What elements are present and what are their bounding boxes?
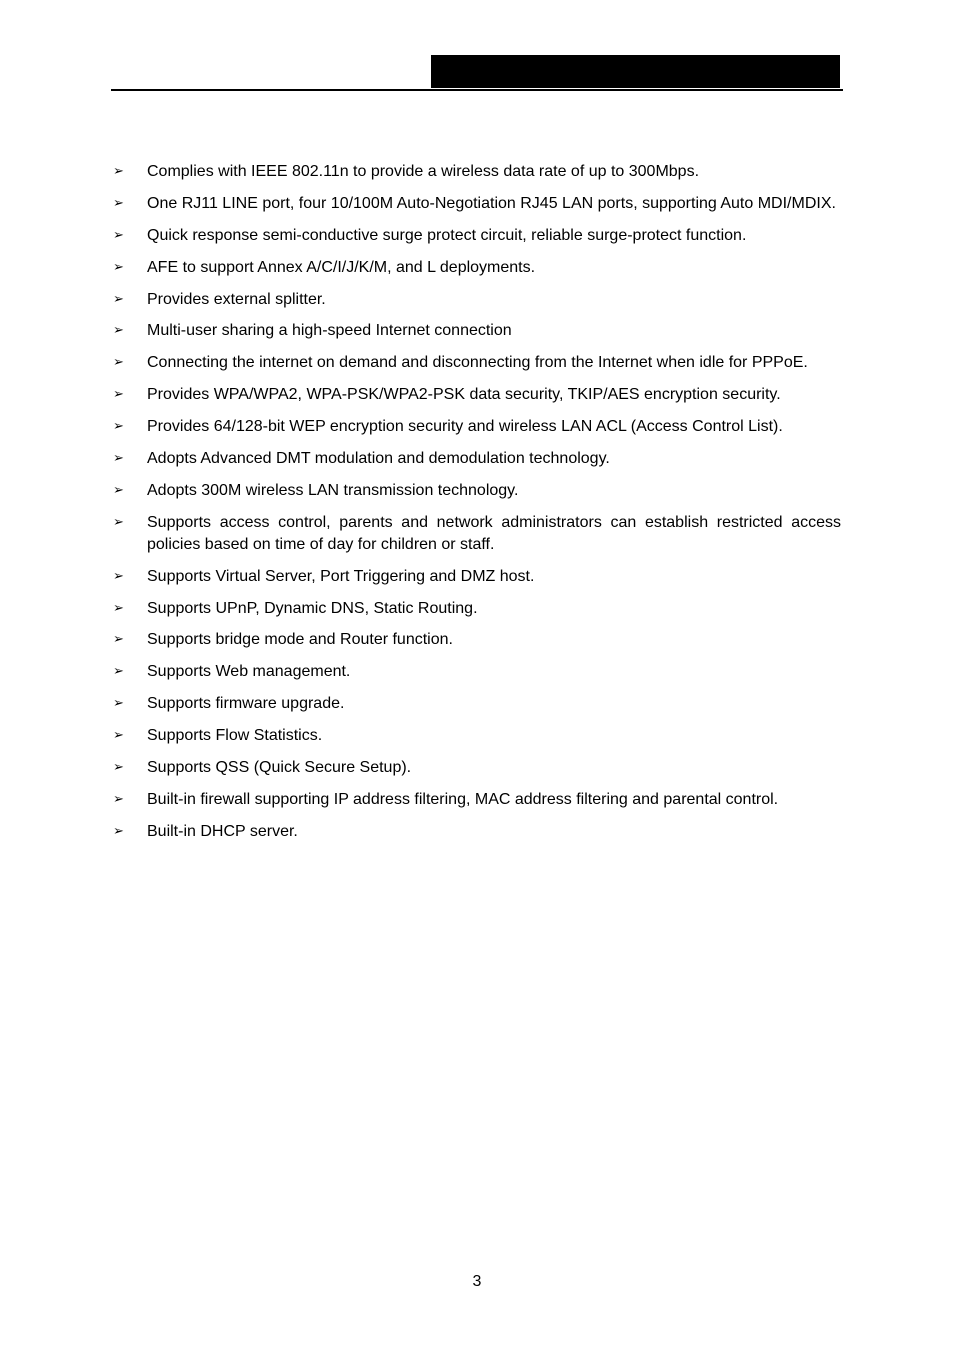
feature-text: Supports Flow Statistics. (147, 727, 323, 745)
page-number: 3 (472, 1273, 482, 1290)
feature-text: Connecting the internet on demand and disconnecting from the Internet when idle for PPPoE. (147, 354, 808, 372)
arrow-bullet-icon: ➢ (113, 451, 124, 467)
arrow-bullet-icon: ➢ (113, 632, 124, 648)
feature-text: One RJ11 LINE port, four 10/100M Auto-Negotiation RJ45 LAN ports, supporting Auto MDI/MDIX. (147, 194, 836, 212)
feature-text: Built-in firewall supporting IP address filtering, MAC address filtering and parental control. (147, 790, 779, 808)
arrow-bullet-icon: ➢ (113, 323, 124, 339)
arrow-bullet-icon: ➢ (113, 195, 124, 211)
header-rule (111, 89, 843, 91)
feature-item (111, 821, 841, 843)
arrow-bullet-icon: ➢ (113, 696, 124, 712)
feature-item (111, 352, 841, 374)
arrow-bullet-icon: ➢ (113, 387, 124, 403)
feature-item (111, 384, 841, 406)
feature-item (111, 448, 841, 470)
feature-text: Adopts 300M wireless LAN transmission technology. (147, 481, 519, 499)
arrow-bullet-icon: ➢ (113, 227, 124, 243)
feature-text: Complies with IEEE 802.11n to provide a wireless data rate of up to 300Mbps. (147, 163, 700, 180)
feature-text: Supports UPnP, Dynamic DNS, Static Routing. (147, 599, 478, 617)
feature-text: Provides WPA/WPA2, WPA-PSK/WPA2-PSK data security, TKIP/AES encryption security. (147, 386, 781, 404)
feature-item (111, 693, 841, 715)
feature-item (111, 289, 841, 311)
header-bar (431, 55, 840, 88)
arrow-bullet-icon: ➢ (113, 728, 124, 744)
feature-item (111, 480, 841, 502)
feature-item (111, 416, 841, 438)
feature-text: Built-in DHCP server. (147, 822, 298, 840)
arrow-bullet-icon: ➢ (113, 164, 124, 179)
arrow-bullet-icon: ➢ (113, 791, 124, 807)
feature-item (111, 320, 841, 342)
feature-text: Provides external splitter. (147, 290, 326, 308)
feature-item (111, 629, 841, 651)
feature-text: Supports bridge mode and Router function. (147, 631, 453, 649)
feature-item (111, 512, 841, 556)
feature-item (111, 566, 841, 588)
feature-text: Quick response semi-conductive surge protect circuit, reliable surge-protect function. (147, 226, 747, 244)
feature-item (111, 257, 841, 279)
feature-item (111, 661, 841, 683)
feature-item (111, 193, 841, 215)
arrow-bullet-icon: ➢ (113, 419, 124, 435)
feature-item (111, 789, 841, 811)
arrow-bullet-icon: ➢ (113, 600, 124, 616)
arrow-bullet-icon: ➢ (113, 482, 124, 498)
feature-text: Supports Web management. (147, 663, 351, 681)
feature-item (111, 598, 841, 620)
arrow-bullet-icon: ➢ (113, 514, 124, 530)
arrow-bullet-icon: ➢ (113, 355, 124, 371)
feature-text: Multi-user sharing a high-speed Internet connection (147, 322, 512, 340)
feature-text: Provides 64/128-bit WEP encryption security and wireless LAN ACL (Access Control List). (147, 418, 783, 436)
feature-item (111, 725, 841, 747)
arrow-bullet-icon: ➢ (113, 760, 124, 776)
arrow-bullet-icon: ➢ (113, 259, 124, 275)
arrow-bullet-icon: ➢ (113, 823, 124, 839)
feature-item (111, 225, 841, 247)
arrow-bullet-icon: ➢ (113, 291, 124, 307)
feature-item (111, 757, 841, 779)
feature-text: Supports firmware upgrade. (147, 695, 345, 713)
feature-list (111, 161, 841, 853)
feature-text: Supports QSS (Quick Secure Setup). (147, 759, 412, 777)
arrow-bullet-icon: ➢ (113, 664, 124, 680)
feature-text: Supports access control, parents and network administrators can establish restricted access policies based on time of day for children or staff. (147, 513, 841, 553)
arrow-bullet-icon: ➢ (113, 568, 124, 584)
feature-text: Supports Virtual Server, Port Triggering and DMZ host. (147, 567, 535, 585)
feature-item (111, 161, 841, 183)
feature-text: Adopts Advanced DMT modulation and demodulation technology. (147, 450, 610, 468)
feature-text: AFE to support Annex A/C/I/J/K/M, and L deployments. (147, 258, 536, 276)
